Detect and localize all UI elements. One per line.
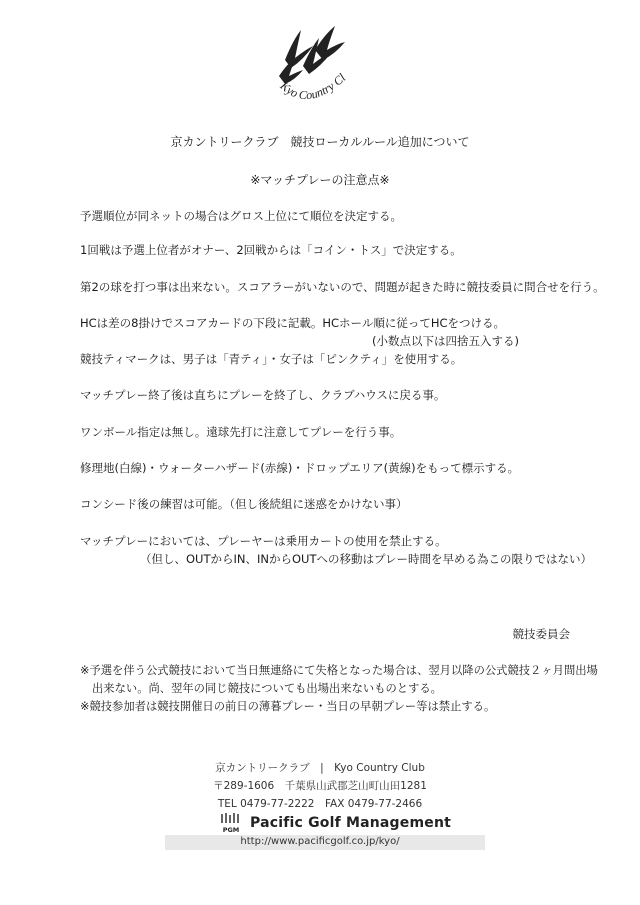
- rule-item: マッチプレーにおいては、プレーヤーは乗用カートの使用を禁止する。: [80, 534, 447, 548]
- company-name: Pacific Golf Management: [250, 815, 452, 831]
- rule-item: 予選順位が同ネットの場合はグロス上位にて順位を決定する。: [80, 209, 402, 223]
- note-item: ※予選を伴う公式競技において当日無連絡にて失格となった場合は、翌月以降の公式競技２ヶ月間出場: [80, 664, 598, 677]
- pgm-logo-icon: [218, 812, 244, 834]
- note-item-continued: 出来ない。尚、翌年の同じ競技についても出場出来ないものとする。: [92, 682, 442, 695]
- swallows-logo-icon: [255, 20, 365, 120]
- svg-text:Kyo Country Club: [255, 20, 349, 102]
- rule-item: マッチプレー終了後は直ちにプレーを終了し、クラブハウスに戻る事。: [80, 388, 446, 402]
- rule-item: 第2の球を打つ事は出来ない。スコアラーがいないので、問題が起きた時に競技委員に問合せを行う。: [80, 280, 605, 294]
- rule-item: 1回戦は予選上位者がオナー、2回戦からは「コイン・トス」で決定する。: [80, 243, 462, 257]
- rule-item: コンシード後の練習は可能。（但し後続組に迷惑をかけない事）: [80, 497, 408, 511]
- pgm-logo: [218, 812, 244, 834]
- footer-club-name: 京カントリークラブ | Kyo Country Club: [215, 762, 425, 774]
- pgm-mark-text: PGM: [222, 826, 240, 834]
- rule-item: 競技ティマークは、男子は「青ティ」・女子は「ピンクティ」を使用する。: [80, 352, 463, 366]
- rule-item: HCは差の8掛けでスコアカードの下段に記載。HCホール順に従ってHCをつける。: [80, 316, 505, 330]
- footer-contact: TEL 0479-77-2222 FAX 0479-77-2466: [217, 798, 423, 810]
- committee-signature: 競技委員会: [512, 627, 570, 641]
- rule-item-note: （但し、OUTからIN、INからOUTへの移動はプレー時間を早める為この限りではない）: [140, 552, 593, 566]
- page-title: 京カントリークラブ 競技ローカルルール追加について: [170, 135, 470, 149]
- company-url[interactable]: http://www.pacificgolf.co.jp/kyo/: [240, 836, 400, 847]
- footer-address: 〒289-1606 千葉県山武郡芝山町山田1281: [213, 780, 427, 792]
- rule-item-note: (小数点以下は四捨五入する): [372, 334, 519, 348]
- kyo-country-club-logo: [255, 20, 365, 120]
- rule-item: ワンボール指定は無し。遠球先打に注意してプレーを行う事。: [80, 425, 402, 439]
- logo-text: Kyo Country Cl: [277, 70, 349, 103]
- page-subtitle: ※マッチプレーの注意点※: [250, 173, 390, 187]
- rule-item: 修理地(白線)・ウォーターハザード(赤線)・ドロップエリア(黄線)をもって標示する。: [80, 461, 520, 475]
- note-item: ※競技参加者は競技開催日の前日の薄暮プレー・当日の早朝プレー等は禁止する。: [80, 700, 496, 713]
